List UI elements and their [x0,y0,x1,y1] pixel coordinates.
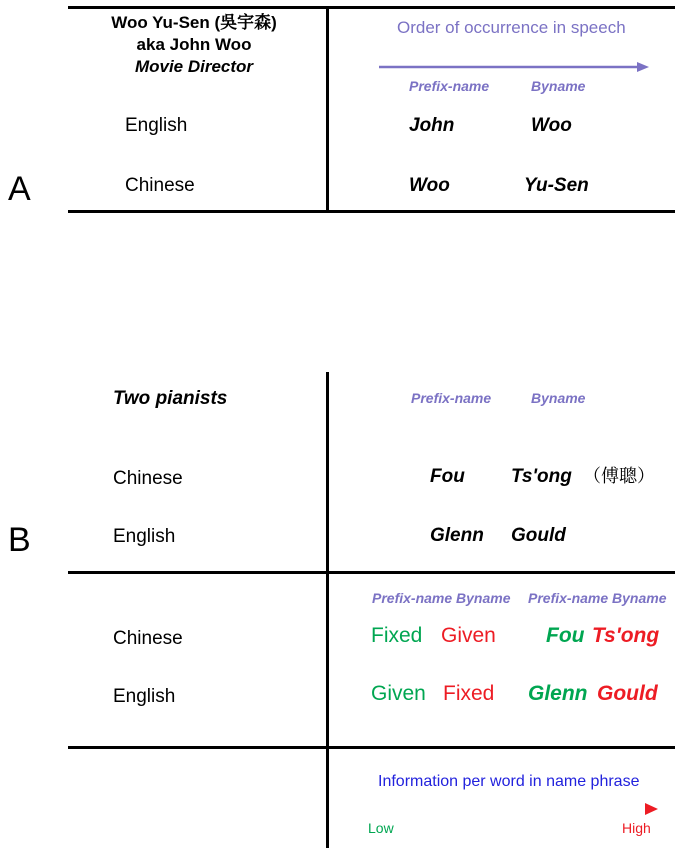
panel-a-bottom-rule [68,210,675,213]
panel-a-english-byname: Woo [531,115,572,136]
panel-b-lower-rule [68,746,675,749]
panel-b-info-header-right: Prefix-name Byname [528,590,667,606]
panel-b-info-chinese-left-prefix: Fixed [371,624,423,647]
panel-b-info-english-left-prefix: Given [371,682,426,705]
panel-a-header-prefix-name: Prefix-name [409,78,490,94]
panel-a-chinese-prefix-name: Woo [409,175,450,196]
panel-b-info-chinese-right-prefix: Fou [546,624,585,647]
panel-b-english-byname: Gould [511,525,566,546]
panel-b-chinese-byname-characters: （傅聰） [583,466,655,486]
panel-b-vertical-divider [326,372,329,848]
panel-a-header-byname: Byname [531,78,586,94]
panel-b-name-row-language-english: English [113,526,176,547]
panel-b-info-row-language-chinese: Chinese [113,628,183,649]
panel-b-info-english-right-byname: Gould [597,682,658,705]
order-of-occurrence-label: Order of occurrence in speech [397,18,626,37]
panel-b-title: Two pianists [113,388,228,409]
panel-a-title-line2: aka John Woo [136,35,252,55]
panel-b-info-chinese-right-byname: Ts'ong [592,624,660,647]
panel-a-chinese-byname: Yu-Sen [524,175,589,196]
panel-a-top-rule [68,6,675,9]
information-scale-low-label: Low [368,820,394,836]
information-scale-arrow-icon [368,802,658,816]
panel-b-header-byname: Byname [531,390,586,406]
panel-a-row-language-english: English [125,115,188,136]
panel-b-chinese-prefix-name: Fou [430,466,465,487]
panel-b-info-english-left-byname: Fixed [443,682,495,705]
panel-b-info-chinese-left-byname: Given [441,624,496,647]
order-arrow-icon [379,60,649,72]
panel-b [0,368,685,848]
panel-b-letter: B [8,521,31,559]
panel-b-name-row-language-chinese: Chinese [113,468,183,489]
panel-b-chinese-byname: Ts'ong [511,466,572,487]
panel-b-info-english-right-prefix: Glenn [528,682,588,705]
panel-a-title [68,12,320,78]
panel-b-english-prefix-name: Glenn [430,525,484,546]
panel-a-english-prefix-name: John [409,115,455,136]
panel-a-letter: A [8,170,31,208]
panel-b-info-row-language-english: English [113,686,176,707]
panel-a-title-line3: Movie Director [134,57,254,77]
panel-a-vertical-divider [326,6,329,213]
panel-b-middle-rule [68,571,675,574]
panel-a-title-line1: Woo Yu-Sen (吳宇森) [111,13,277,32]
panel-a [0,0,685,222]
information-per-word-caption: Information per word in name phrase [378,773,640,790]
panel-a-row-language-chinese: Chinese [125,175,195,196]
panel-b-header-prefix-name: Prefix-name [411,390,492,406]
information-scale-high-label: High [622,820,651,836]
panel-b-info-header-left: Prefix-name Byname [372,590,511,606]
